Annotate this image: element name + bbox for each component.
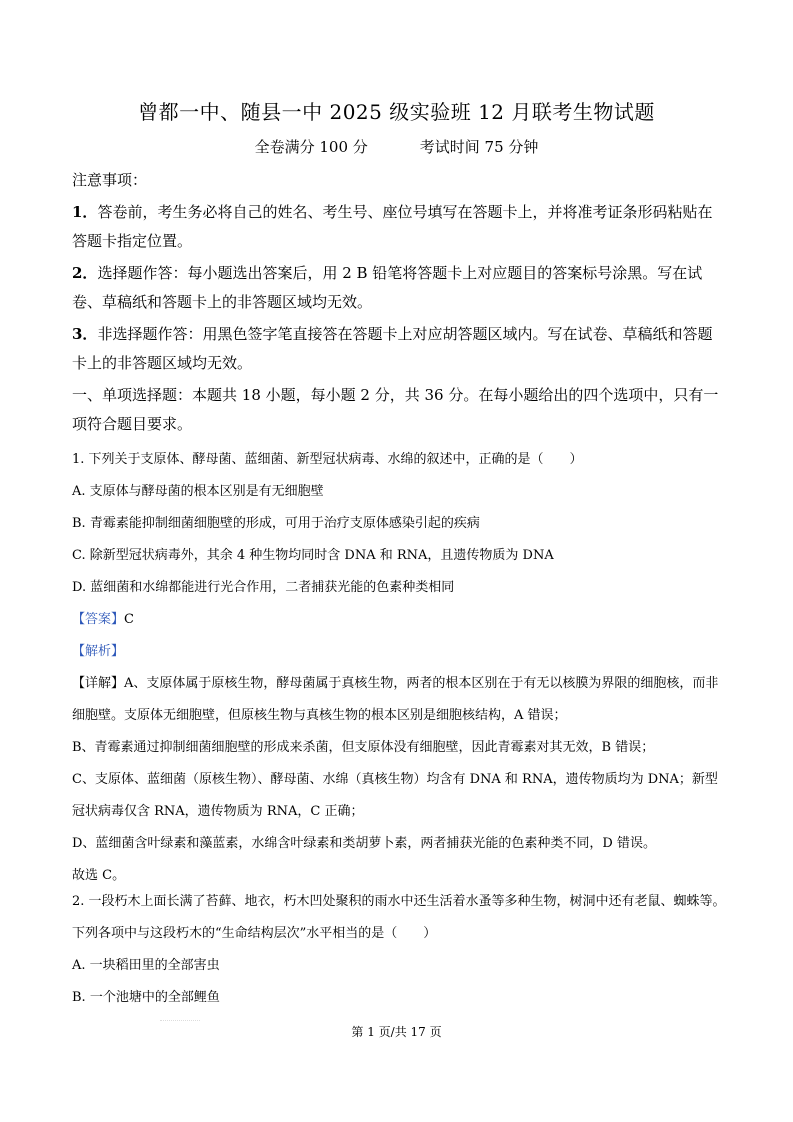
section-heading: 一、单项选择题：本题共 18 小题，每小题 2 分，共 36 分。在每小题给出的四个选项中，只有一项符合题目要求。 xyxy=(72,386,719,433)
answer-line xyxy=(72,604,726,636)
answer-value: C xyxy=(124,612,134,627)
option-b: B. 青霉素能抑制细菌细胞壁的形成，可用于治疗支原体感染引起的疾病 xyxy=(72,516,480,531)
answer-tag: 【答案】 xyxy=(72,612,125,627)
notice-item: 3．非选择题作答：用黑色签字笔直接答在答题卡上对应胡答题区域内。写在试卷、草稿纸和答题卡上的非答题区域均无效。 xyxy=(72,325,713,372)
notice-section xyxy=(72,166,726,439)
exam-time: 考试时间 75 分钟 xyxy=(419,138,539,156)
conclusion: 故选 C。 xyxy=(72,868,126,883)
detail-paragraph: 【详解】A、支原体属于原核生物，酵母菌属于真核生物，两者的根本区别在于有无以核膜为界限的细胞核，而非细胞壁。支原体无细胞壁，但原核生物与真核生物的根本区别是细胞核结构，A 错误； xyxy=(72,676,719,723)
option-a: A. 支原体与酵母菌的根本区别是有无细胞壁 xyxy=(72,484,324,499)
notice-item: 2．选择题作答：每小题选出答案后，用 2 B 铅笔将答题卡上对应题目的答案标号涂黑。写在试卷、草稿纸和答题卡上的非答题区域均无效。 xyxy=(72,264,703,311)
full-score: 全卷满分 100 分 xyxy=(254,138,368,156)
analysis-tag: 【解析】 xyxy=(72,644,125,659)
notice-heading: 注意事项： xyxy=(72,171,148,189)
question-stem: 2. 一段朽木上面长满了苔藓、地衣，朽木凹处聚积的雨水中还生活着水蚤等多种生物，树洞中还有老鼠、蜘蛛等。下列各项中与这段朽木的“生命结构层次”水平相当的是（ ） xyxy=(72,894,726,941)
question-2 xyxy=(72,886,726,1014)
notice-item: 1．答卷前，考生务必将自己的姓名、考生号、座位号填写在答题卡上，并将准考证条形码粘贴在答题卡指定位置。 xyxy=(72,203,713,250)
detail-paragraph: B、青霉素通过抑制细菌细胞壁的形成来杀菌，但支原体没有细胞壁，因此青霉素对其无效，B 错误； xyxy=(72,740,655,755)
detail-tag: 【详解】 xyxy=(72,676,125,691)
question-stem: 1. 下列关于支原体、酵母菌、蓝细菌、新型冠状病毒、水绵的叙述中，正确的是（ ） xyxy=(72,452,583,467)
exam-info xyxy=(0,136,793,157)
question-1 xyxy=(72,444,726,892)
detail-paragraph: C、支原体、蓝细菌（原核生物）、酵母菌、水绵（真核生物）均含有 DNA 和 RNA，遗传物质均为 DNA；新型冠状病毒仅含 RNA，遗传物质为 RNA，C 正确； xyxy=(72,772,718,819)
detail-paragraph: D、蓝细菌含叶绿素和藻蓝素，水绵含叶绿素和类胡萝卜素，两者捕获光能的色素种类不同，D 错误。 xyxy=(72,836,656,851)
page-title: 曾都一中、随县一中 2025 级实验班 12 月联考生物试题 xyxy=(138,100,655,124)
option-a: A. 一块稻田里的全部害虫 xyxy=(72,958,220,973)
option-b: B. 一个池塘中的全部鲤鱼 xyxy=(72,990,220,1005)
option-d: D. 蓝细菌和水绵都能进行光合作用，二者捕获光能的色素种类相同 xyxy=(72,580,455,595)
page-footer: 第 1 页/共 17 页 xyxy=(351,1025,442,1039)
option-c: C. 除新型冠状病毒外，其余 4 种生物均同时含 DNA 和 RNA，且遗传物质为 DNA xyxy=(72,548,554,563)
